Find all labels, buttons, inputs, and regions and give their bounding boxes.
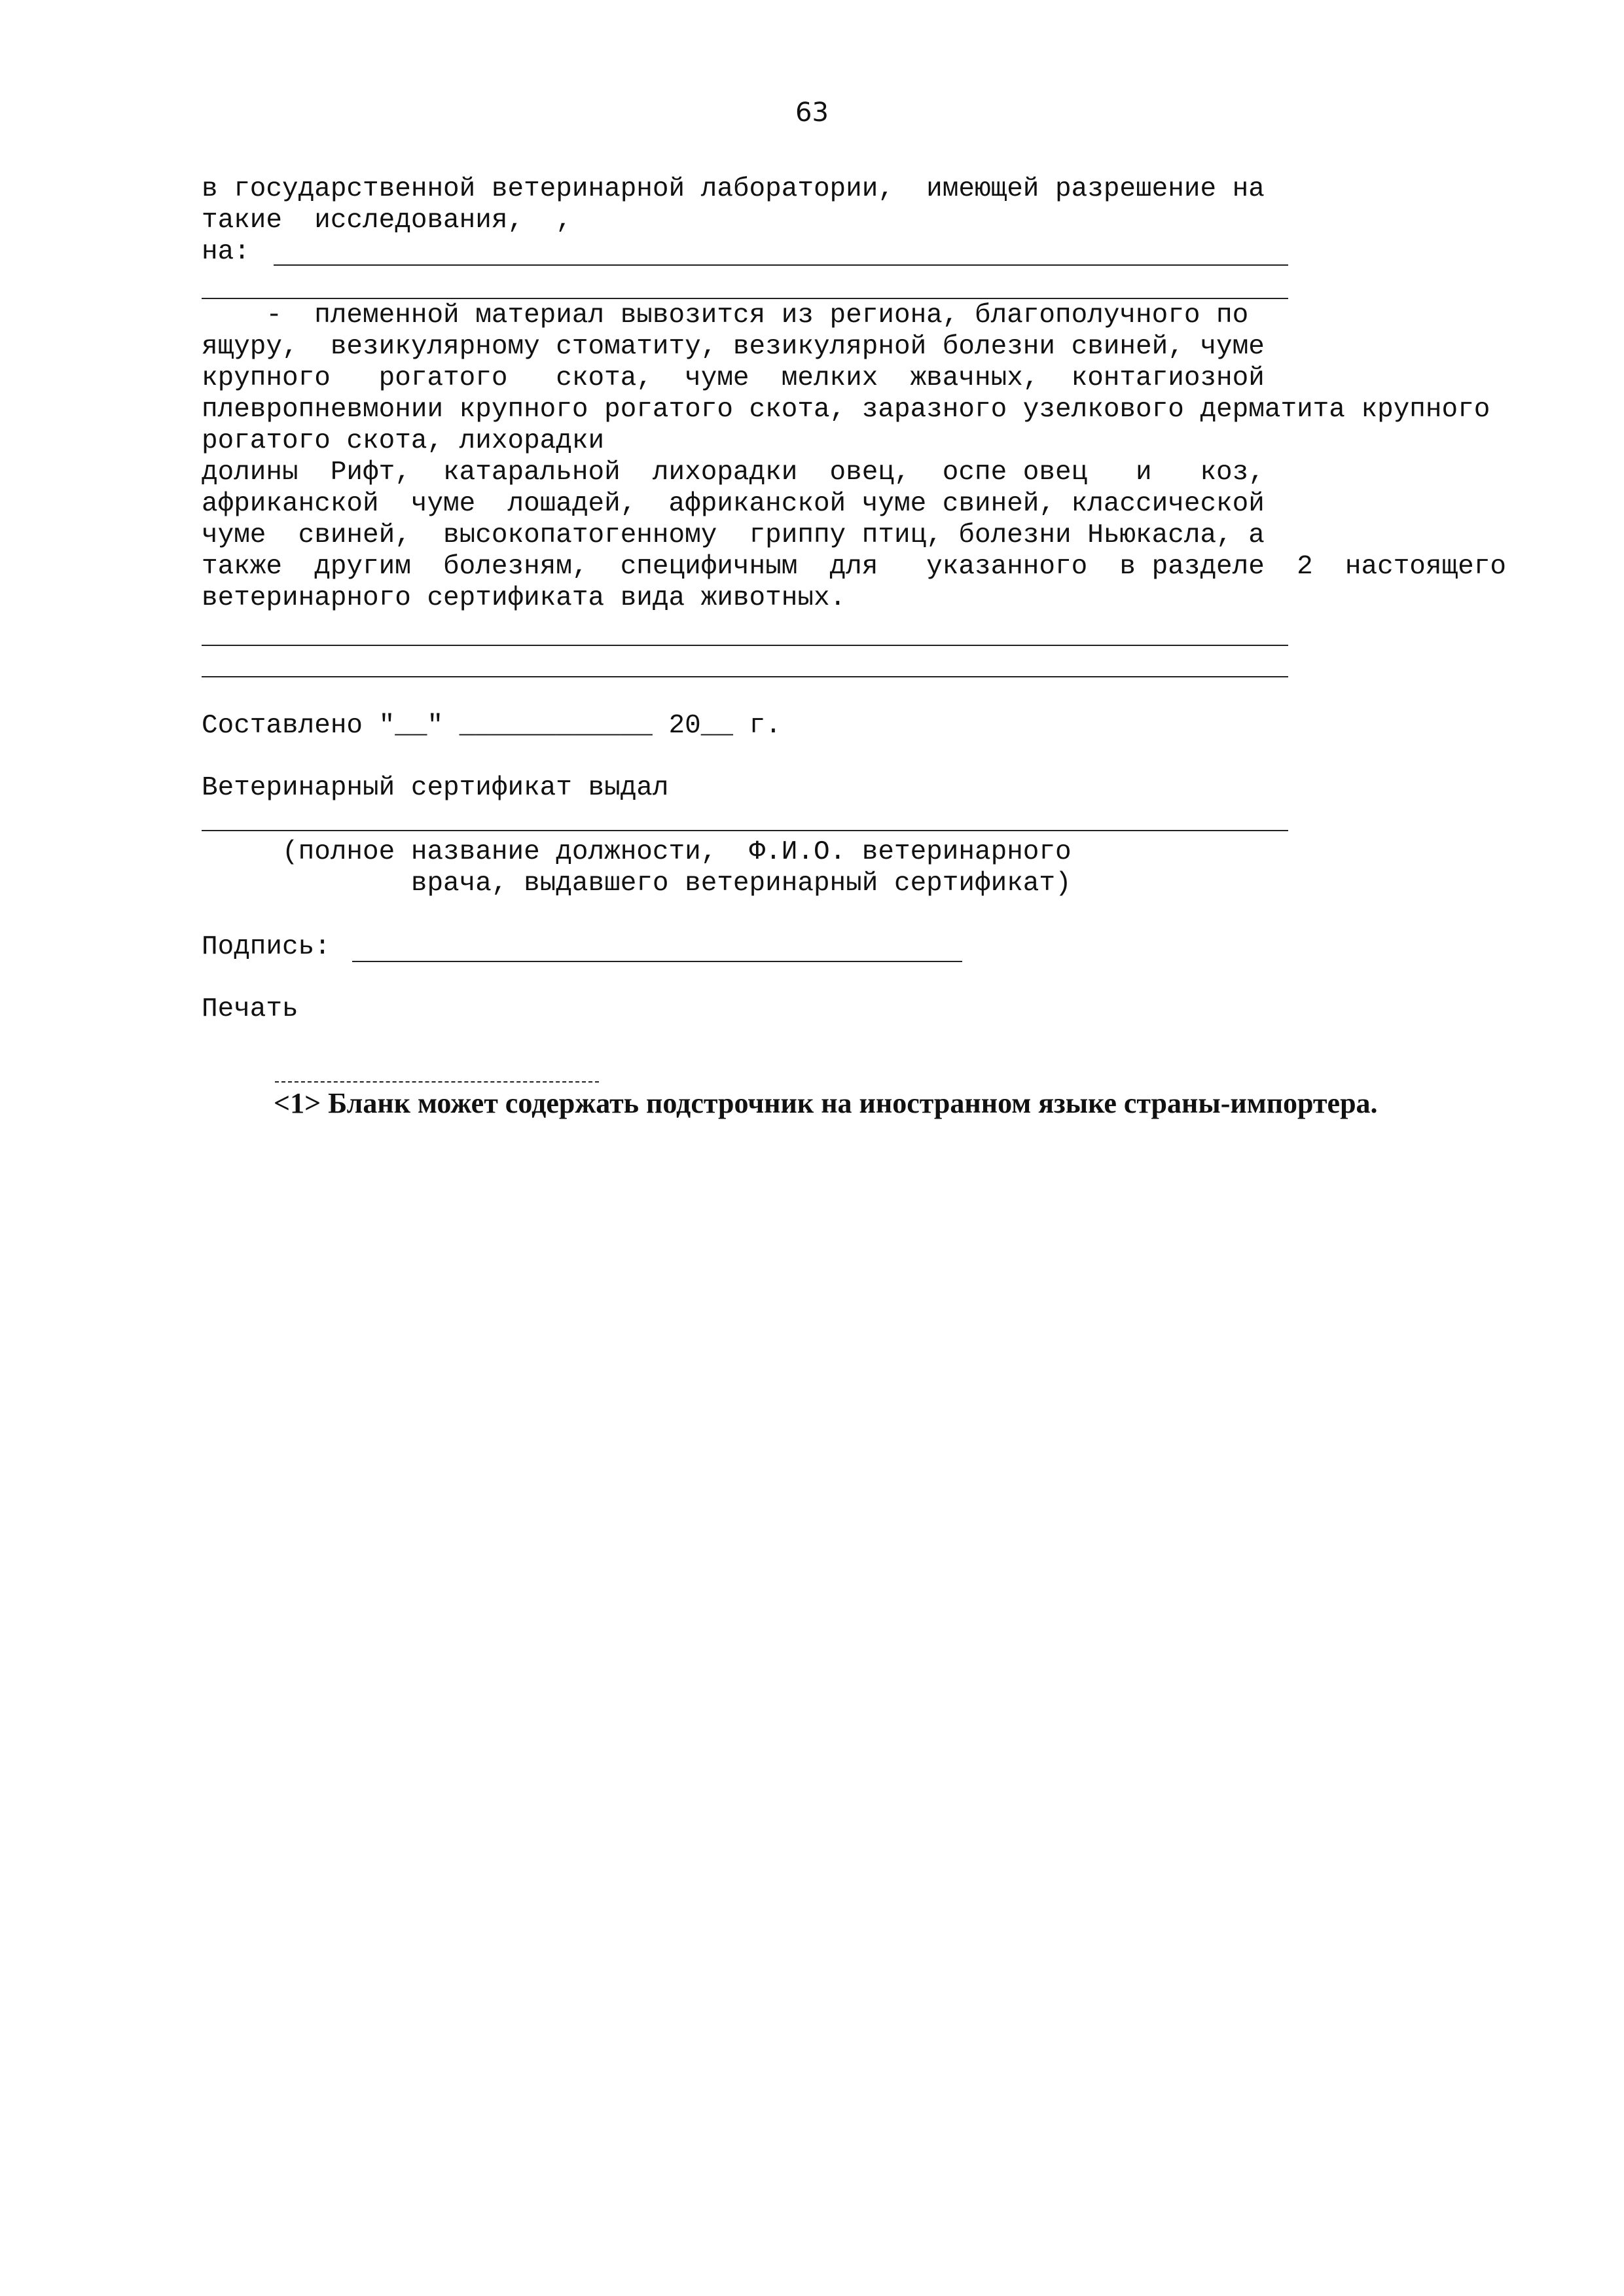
origin-line-2: ящуру, везикулярному стоматиту, везикулярной болезни свиней, чуме [202, 332, 1265, 362]
lab-on-fill-line [274, 264, 1288, 266]
issuer-caption-line-1: (полное название должности, Ф.И.О. ветеринарного [202, 837, 1072, 867]
origin-line-10: ветеринарного сертификата вида животных. [202, 583, 846, 613]
page-number: 63 [795, 98, 829, 128]
origin-line-3: крупного рогатого скота, чуме мелких жвачных, контагиозной [202, 363, 1265, 393]
issuer-label: Ветеринарный сертификат выдал [202, 773, 669, 803]
stamp-label: Печать [202, 994, 298, 1024]
issuer-caption-line-2: врача, выдавшего ветеринарный сертификат) [202, 869, 1072, 899]
origin-line-7: африканской чуме лошадей, африканской чуме свиней, классической [202, 489, 1265, 519]
origin-line-1: - племенной материал вывозится из региона, благополучного по [202, 300, 1249, 331]
origin-line-9: также другим болезням, специфичным для указанного в разделе 2 настоящего [202, 552, 1506, 582]
lab-text-line-2: такие исследования, , [202, 206, 572, 236]
signature-fill-line [352, 961, 962, 962]
composed-date-line: Составлено "__" ____________ 20__ г. [202, 711, 782, 741]
lab-on-label: на: [202, 237, 250, 267]
lab-fill-line-2 [202, 298, 1288, 299]
footnote-text: <1> Бланк может содержать подстрочник на иностранном языке страны-импортера. [274, 1087, 1378, 1119]
origin-line-4: плевропневмонии крупного рогатого скота, заразного узелкового дерматита крупного [202, 395, 1490, 425]
origin-line-5: рогатого скота, лихорадки [202, 426, 605, 456]
footnote-separator [275, 1081, 599, 1083]
signature-label: Подпись: [202, 932, 331, 962]
lab-text-line-1: в государственной ветеринарной лаборатории, имеющей разрешение на [202, 174, 1265, 204]
origin-line-6: долины Рифт, катаральной лихорадки овец, оспе овец и коз, [202, 457, 1265, 488]
origin-fill-line-2 [202, 676, 1288, 677]
origin-fill-line-1 [202, 645, 1288, 646]
origin-line-8: чуме свиней, высокопатогенному гриппу птиц, болезни Ньюкасла, а [202, 520, 1265, 550]
issuer-fill-line [202, 830, 1288, 831]
